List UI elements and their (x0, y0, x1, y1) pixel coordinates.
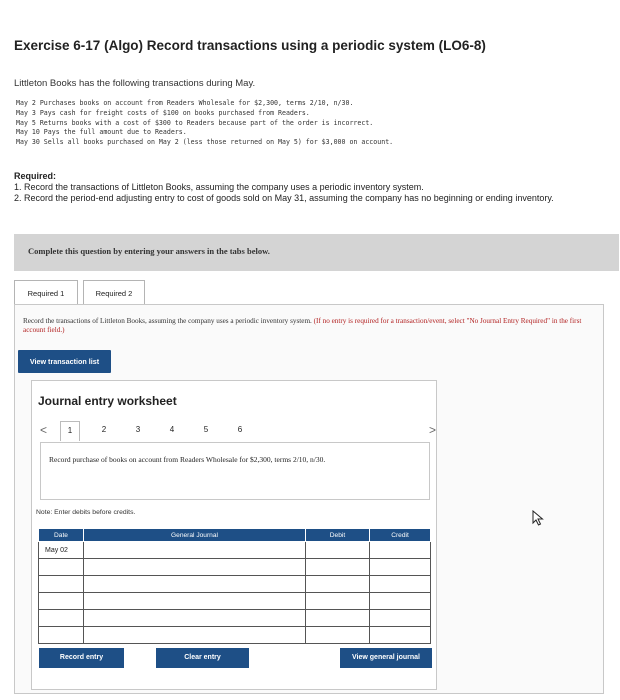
credit-field[interactable] (370, 576, 431, 593)
credit-field[interactable] (370, 542, 431, 559)
table-row (39, 542, 431, 559)
account-field[interactable] (84, 542, 306, 559)
tab-instructions (23, 317, 598, 335)
table-row (39, 559, 431, 576)
table-row (39, 627, 431, 644)
transaction-line: May 10 Pays the full amount due to Readers. (16, 128, 187, 137)
general-journal-column-header: General Journal (84, 529, 306, 542)
table-row (39, 610, 431, 627)
account-field[interactable] (84, 610, 306, 627)
account-field[interactable] (84, 576, 306, 593)
record-entry-button[interactable]: Record entry (39, 648, 124, 668)
journal-entry-worksheet (31, 380, 437, 690)
date-cell (39, 576, 84, 593)
table-row (39, 593, 431, 610)
required-section (14, 171, 609, 204)
transaction-line: May 5 Returns books with a cost of $300 to Readers because part of the order is incorrect. (16, 118, 374, 127)
instructions-main: Record the transactions of Littleton Books, assuming the company uses a periodic inventory system. (23, 317, 312, 325)
date-column-header: Date (39, 529, 84, 542)
page-tab-6[interactable]: 6 (237, 425, 243, 434)
transaction-line: May 3 Pays cash for freight costs of $100 on books purchased from Readers. (16, 108, 310, 117)
account-field[interactable] (84, 627, 306, 644)
tab-panel (14, 304, 604, 694)
banner-text: Complete this question by entering your answers in the tabs below. (28, 246, 270, 256)
date-cell (39, 559, 84, 576)
entry-note: Note: Enter debits before credits. (36, 509, 136, 516)
required-item-2: 2. Record the period-end adjusting entry to cost of goods sold on May 31, assuming the company has no beginning or ending inventory. (14, 193, 554, 203)
credit-column-header: Credit (370, 529, 431, 542)
credit-field[interactable] (370, 610, 431, 627)
page-tab-4[interactable]: 4 (169, 425, 175, 434)
date-cell (39, 627, 84, 644)
tab-required-2[interactable]: Required 2 (83, 280, 145, 305)
clear-entry-button[interactable]: Clear entry (156, 648, 249, 668)
credit-field[interactable] (370, 559, 431, 576)
view-transaction-list-button[interactable]: View transaction list (18, 350, 111, 373)
date-cell (39, 610, 84, 627)
page-tab-5[interactable]: 5 (203, 425, 209, 434)
instructions-note: (If no entry is required for a transaction/event, select "No Journal Entry Required" in the first account field.) (23, 317, 582, 334)
debit-field[interactable] (306, 627, 370, 644)
next-page-arrow-icon[interactable]: > (429, 423, 437, 437)
worksheet-title: Journal entry worksheet (38, 394, 177, 408)
account-field[interactable] (84, 593, 306, 610)
debit-field[interactable] (306, 559, 370, 576)
mouse-pointer-icon (532, 510, 544, 526)
account-field[interactable] (84, 559, 306, 576)
view-general-journal-button[interactable]: View general journal (340, 648, 432, 668)
page-tab-1[interactable]: 1 (60, 421, 80, 441)
credit-field[interactable] (370, 593, 431, 610)
entry-description: Record purchase of books on account from Readers Wholesale for $2,300, terms 2/10, n/30. (49, 455, 326, 464)
transaction-line: May 2 Purchases books on account from Readers Wholesale for $2,300, terms 2/10, n/30. (16, 99, 354, 107)
date-cell: May 02 (39, 542, 84, 559)
transaction-list (16, 99, 393, 148)
date-cell (39, 593, 84, 610)
transaction-line: May 30 Sells all books purchased on May 2 (less those returned on May 5) for $3,000 on account. (16, 138, 394, 147)
journal-table (38, 528, 431, 644)
instruction-banner (14, 234, 619, 271)
entry-description-box (40, 442, 430, 500)
tab-required-1[interactable]: Required 1 (14, 280, 78, 305)
debit-field[interactable] (306, 610, 370, 627)
debit-field[interactable] (306, 542, 370, 559)
debit-field[interactable] (306, 576, 370, 593)
credit-field[interactable] (370, 627, 431, 644)
page-tab-2[interactable]: 2 (101, 425, 107, 434)
required-heading: Required: (14, 171, 57, 181)
debit-column-header: Debit (306, 529, 370, 542)
page-tab-3[interactable]: 3 (135, 425, 141, 434)
required-item-1: 1. Record the transactions of Littleton Books, assuming the company uses a periodic inventory system. (14, 182, 424, 192)
page-title: Exercise 6-17 (Algo) Record transactions using a periodic system (LO6-8) (14, 38, 486, 53)
debit-field[interactable] (306, 593, 370, 610)
intro-text: Littleton Books has the following transactions during May. (14, 78, 256, 89)
prev-page-arrow-icon[interactable]: < (40, 423, 48, 437)
table-row (39, 576, 431, 593)
